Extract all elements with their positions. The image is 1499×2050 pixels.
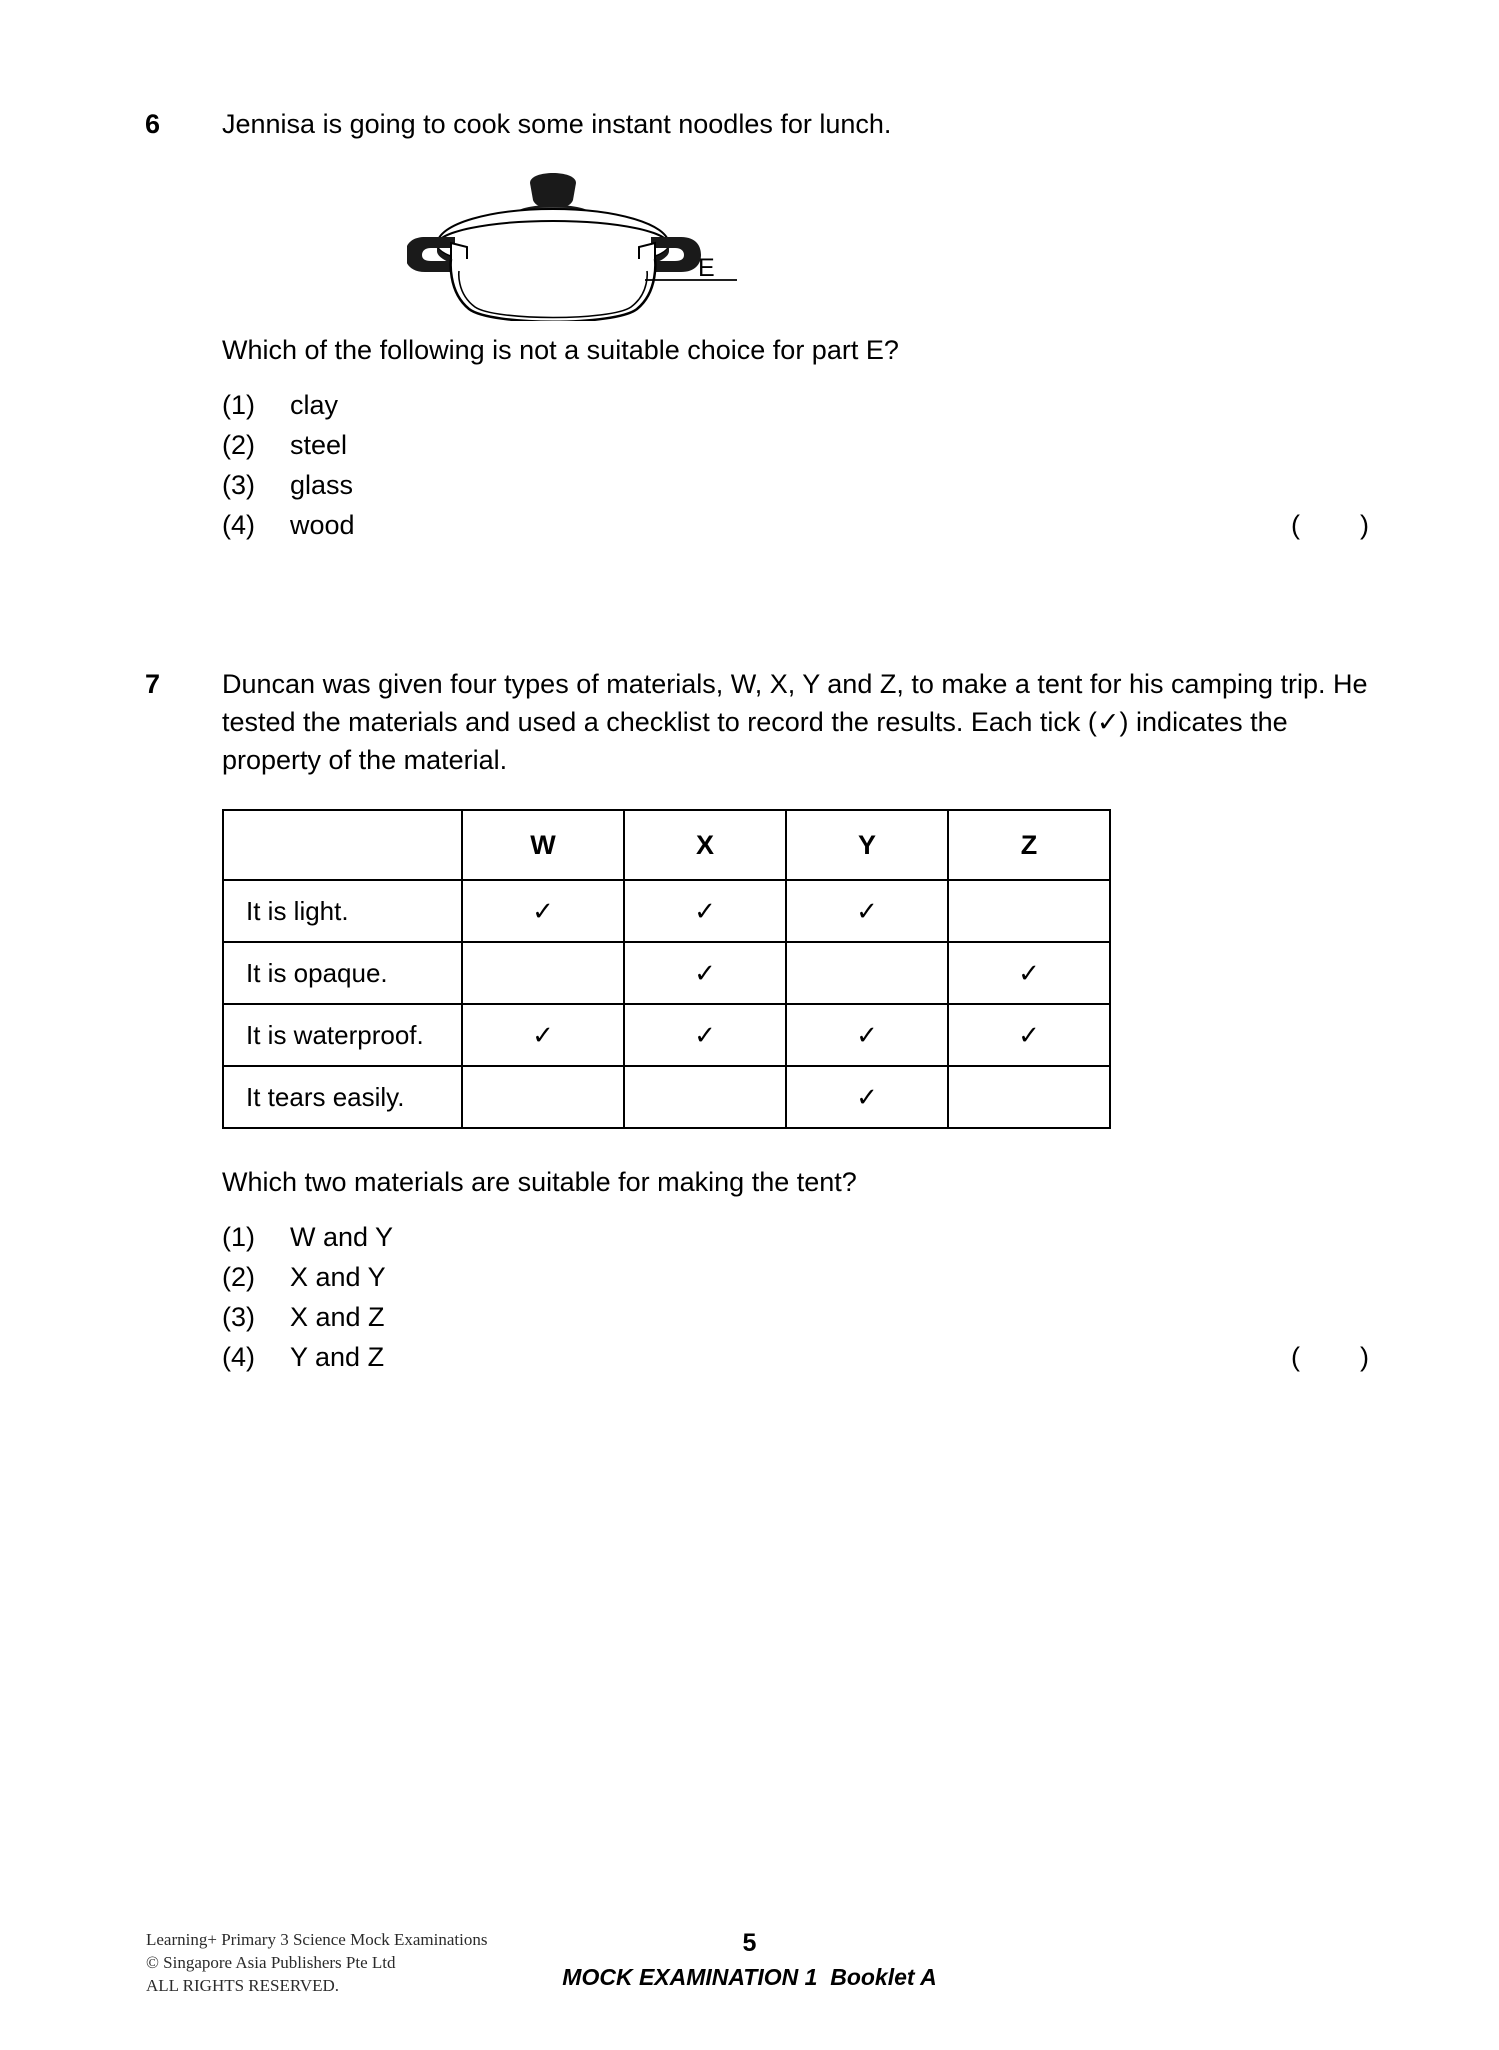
option-1[interactable] — [222, 385, 1369, 425]
question-6-stem: Jennisa is going to cook some instant noodles for lunch. — [222, 109, 892, 139]
cooking-pot-diagram — [222, 171, 1369, 321]
option-3-number: (3) — [222, 1302, 255, 1332]
cell-opaque-z: ✓ — [948, 942, 1110, 1004]
question-6-sub-question: Which of the following is not a suitable choice for part E? — [222, 335, 899, 365]
page-footer — [0, 1928, 1499, 2014]
option-1-label: W and Y — [290, 1222, 394, 1252]
cell-tears-y: ✓ — [786, 1066, 948, 1128]
cell-light-w: ✓ — [462, 880, 624, 942]
option-3-label: glass — [290, 470, 354, 500]
column-header-x: X — [624, 810, 786, 880]
cell-tears-w — [462, 1066, 624, 1128]
page-number: 5 — [742, 1929, 757, 1957]
question-6-body — [222, 105, 1369, 545]
option-2-number: (2) — [222, 1262, 255, 1292]
cell-opaque-y — [786, 942, 948, 1004]
column-header-y: Y — [786, 810, 948, 880]
cell-waterproof-w: ✓ — [462, 1004, 624, 1066]
row-label-opaque: It is opaque. — [223, 942, 462, 1004]
cell-waterproof-x: ✓ — [624, 1004, 786, 1066]
table-row — [223, 942, 1110, 1004]
exam-booklet-label: MOCK EXAMINATION 1 Booklet A — [562, 1964, 937, 1990]
table-row — [223, 1004, 1110, 1066]
pot-illustration-icon — [407, 171, 827, 321]
pot-part-label-e: E — [698, 254, 715, 282]
option-2-label: X and Y — [290, 1262, 386, 1292]
option-3-number: (3) — [222, 470, 255, 500]
question-6 — [0, 105, 1499, 545]
option-2[interactable] — [222, 425, 1369, 465]
option-4[interactable] — [222, 505, 1369, 545]
question-7-options — [222, 1217, 1369, 1377]
footer-line-3: ALL RIGHTS RESERVED. — [146, 1976, 340, 1995]
row-label-waterproof: It is waterproof. — [223, 1004, 462, 1066]
option-4-label: wood — [290, 510, 355, 540]
option-4-number: (4) — [222, 1342, 255, 1372]
option-1[interactable] — [222, 1217, 1369, 1257]
question-6-options — [222, 385, 1369, 545]
cell-waterproof-y: ✓ — [786, 1004, 948, 1066]
table-header-row — [223, 810, 1110, 880]
row-label-tears-easily: It tears easily. — [223, 1066, 462, 1128]
option-3[interactable] — [222, 1297, 1369, 1337]
cell-opaque-w — [462, 942, 624, 1004]
option-4-label: Y and Z — [290, 1342, 385, 1372]
question-7 — [0, 665, 1499, 1377]
cell-tears-z — [948, 1066, 1110, 1128]
option-1-number: (1) — [222, 390, 255, 420]
table-corner-header — [223, 810, 462, 880]
column-header-z: Z — [948, 810, 1110, 880]
cell-light-z — [948, 880, 1110, 942]
cell-light-x: ✓ — [624, 880, 786, 942]
cell-opaque-x: ✓ — [624, 942, 786, 1004]
table-row — [223, 880, 1110, 942]
option-2[interactable] — [222, 1257, 1369, 1297]
option-2-label: steel — [290, 430, 348, 460]
option-4[interactable] — [222, 1337, 1369, 1377]
question-6-answer-bracket[interactable]: ( ) — [1291, 510, 1369, 540]
footer-line-1: Learning+ Primary 3 Science Mock Examinations — [146, 1930, 488, 1949]
cell-tears-x — [624, 1066, 786, 1128]
question-7-number: 7 — [145, 669, 161, 699]
cell-waterproof-z: ✓ — [948, 1004, 1110, 1066]
option-4-number: (4) — [222, 510, 255, 540]
cell-light-y: ✓ — [786, 880, 948, 942]
question-7-answer-bracket[interactable]: ( ) — [1291, 1342, 1369, 1372]
question-6-number: 6 — [145, 109, 161, 139]
question-7-stem: Duncan was given four types of materials, W, X, Y and Z, to make a tent for his camping trip. He tested the materials and used a checklist to record the results. Each tick (✓) indicates the property of the material. — [222, 669, 1368, 775]
material-properties-table — [222, 809, 1111, 1129]
question-7-body — [222, 665, 1369, 1377]
footer-line-2: © Singapore Asia Publishers Pte Ltd — [146, 1953, 396, 1972]
footer-center — [0, 1928, 1499, 1992]
row-label-light: It is light. — [223, 880, 462, 942]
option-1-number: (1) — [222, 1222, 255, 1252]
column-header-w: W — [462, 810, 624, 880]
option-3-label: X and Z — [290, 1302, 385, 1332]
option-3[interactable] — [222, 465, 1369, 505]
question-7-sub-question: Which two materials are suitable for making the tent? — [222, 1167, 857, 1197]
table-row — [223, 1066, 1110, 1128]
option-2-number: (2) — [222, 430, 255, 460]
option-1-label: clay — [290, 390, 339, 420]
